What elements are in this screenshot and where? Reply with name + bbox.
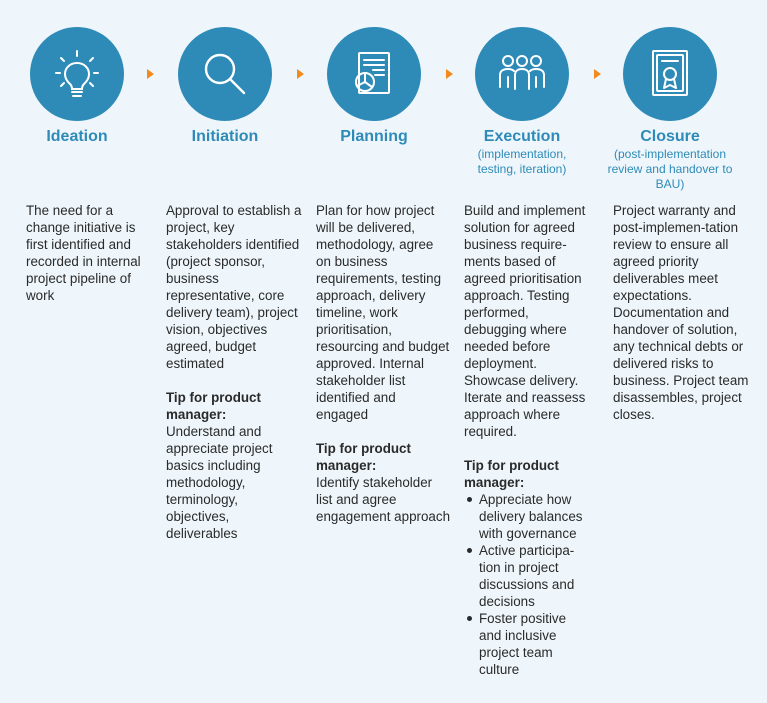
plan-document-icon [327,27,421,121]
phase-ideation-description [26,202,151,304]
phase-execution-description-text: Build and implement solution for agreed business require-ments based of agreed prioritisation approach. Testing performed, debugging where needed before deployment. Showcase delivery. Iterate and reassess approach where required. [464,203,586,439]
phase-execution-tip-list [464,491,592,678]
phase-execution-circle [475,27,569,121]
phase-closure-description-text: Project warranty and post-implemen-tation review to ensure all agreed priority deliverables meet expectations. Documentation and handover of solution, any technical debts or delivered risks to business. Project team disassembles, project closes. [613,203,749,422]
phase-closure-title: Closure [640,128,700,145]
arrow-planning-to-execution [446,69,453,79]
phase-planning-circle [327,27,421,121]
phase-initiation-tip-text: Understand and appreciate project basics including methodology, terminology, objectives, deliverables [166,424,273,541]
list-item: Appreciate how delivery balances with governance [464,491,592,542]
arrow-execution-to-closure [594,69,601,79]
phase-closure-subtitle: (post-implementation review and handover to BAU) [607,147,733,191]
magnifier-icon [178,27,272,121]
phase-planning-description [316,202,450,525]
phase-execution-tip-title: Tip for product manager: [464,458,559,490]
phase-execution-description [464,202,592,678]
arrow-initiation-to-planning [297,69,304,79]
phase-initiation-circle [178,27,272,121]
phase-ideation-circle [30,27,124,121]
lightbulb-icon [30,27,124,121]
phase-planning-title: Planning [340,128,408,145]
phase-initiation-title: Initiation [191,128,259,145]
phase-planning-description-text: Plan for how project will be delivered, methodology, agree on business requirements, testing approach, delivery timeline, work prioritisation, resourcing and budget approved. Internal stakeholder list identified and engaged [316,203,450,422]
arrow-ideation-to-initiation [147,69,154,79]
phase-execution-title: Execution [483,128,561,145]
phase-planning-tip-title: Tip for product manager: [316,441,411,473]
phase-initiation-tip-title: Tip for product manager: [166,390,261,422]
phase-ideation-description-text: The need for a change initiative is first identified and recorded in internal project pipeline of work [26,203,141,303]
phase-planning-tip-text: Identify stakeholder list and agree engagement approach [316,475,451,524]
phase-execution-subtitle: (implementation, testing, iteration) [477,147,567,176]
list-item: Foster positive and inclusive project team culture [464,610,592,678]
team-icon [475,27,569,121]
list-item: Active participa-tion in project discussions and decisions [464,542,592,610]
phase-initiation-description-text: Approval to establish a project, key stakeholders identified (project sponsor, business representative, core delivery team), project vision, objectives agreed, budget estimated [166,203,302,371]
phase-initiation-description [166,202,302,542]
phase-closure-description [613,202,749,423]
phase-ideation-title: Ideation [46,128,108,145]
phase-closure-circle [623,27,717,121]
certificate-icon [623,27,717,121]
